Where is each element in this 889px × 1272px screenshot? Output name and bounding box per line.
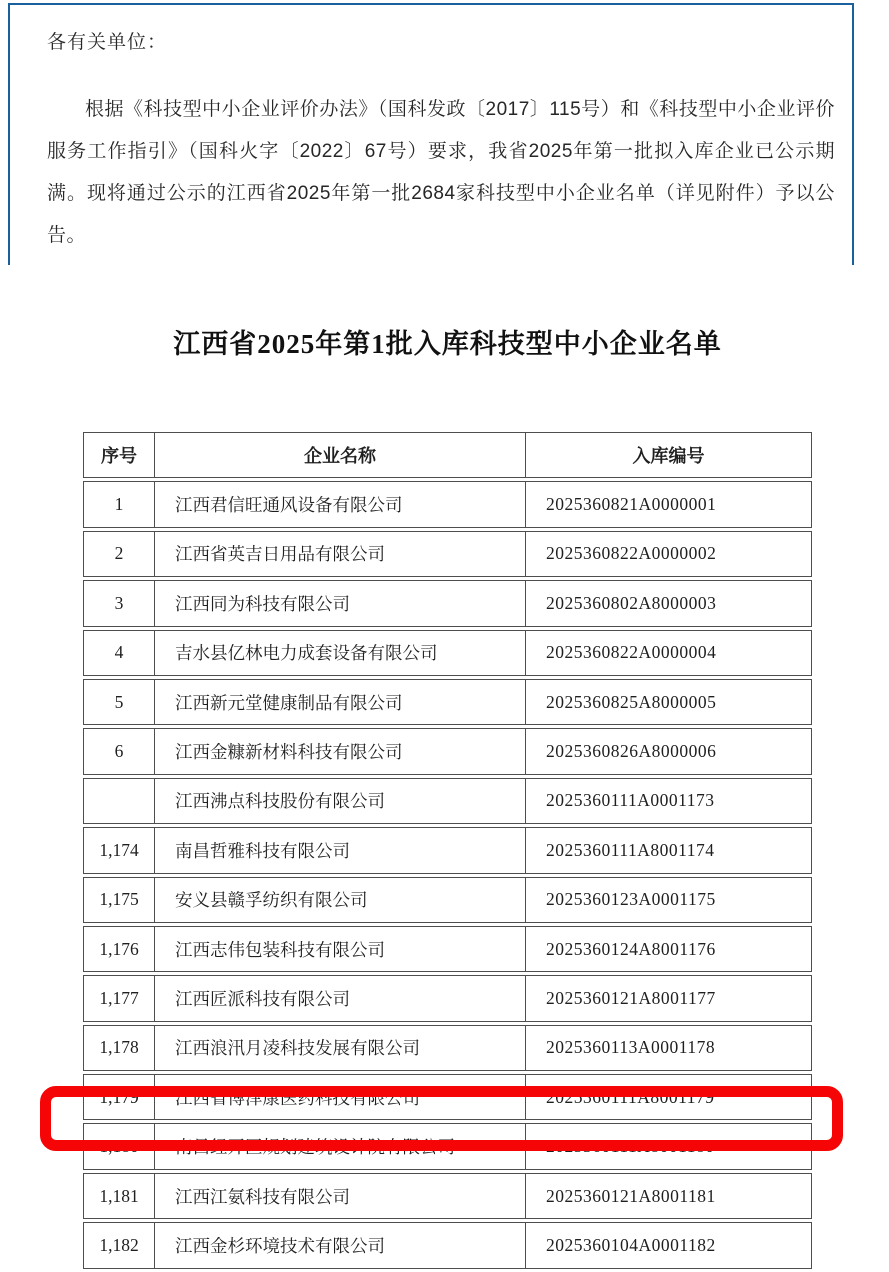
cell-no: 5 — [83, 679, 155, 725]
cell-no: 1,177 — [83, 975, 155, 1021]
cell-no: 1,174 — [83, 827, 155, 873]
cell-name: 安义县赣孚纺织有限公司 — [155, 877, 526, 923]
cell-no: 2 — [83, 531, 155, 577]
cell-code: 2025360111A0001173 — [526, 778, 812, 824]
cell-name: 江西金糠新材料科技有限公司 — [155, 728, 526, 774]
cell-code: 2025360821A0000001 — [526, 481, 812, 527]
notice-salutation: 各有关单位： — [47, 32, 168, 53]
header-cell-name: 企业名称 — [155, 432, 526, 478]
cell-code: 2025360111A8001180 — [526, 1123, 812, 1169]
table-row — [83, 1222, 812, 1268]
cell-code: 2025360121A8001177 — [526, 975, 812, 1021]
cell-no — [83, 778, 155, 824]
cell-code: 2025360826A8000006 — [526, 728, 812, 774]
table-row-highlighted — [83, 1123, 812, 1169]
header-cell-no: 序号 — [83, 432, 155, 478]
cell-no: 1,178 — [83, 1025, 155, 1071]
table-row — [83, 1173, 812, 1219]
table-row — [83, 975, 812, 1021]
cell-code: 2025360802A8000003 — [526, 580, 812, 626]
cell-name: 江西匠派科技有限公司 — [155, 975, 526, 1021]
table-row — [83, 877, 812, 923]
cell-code: 2025360825A8000005 — [526, 679, 812, 725]
cell-name: 南昌哲雅科技有限公司 — [155, 827, 526, 873]
table-row — [83, 481, 812, 527]
table-header-row — [83, 432, 812, 478]
table-row — [83, 630, 812, 676]
table-row — [83, 531, 812, 577]
cell-name: 吉水县亿林电力成套设备有限公司 — [155, 630, 526, 676]
cell-code: 2025360822A0000002 — [526, 531, 812, 577]
table-row — [83, 827, 812, 873]
notice-box — [8, 3, 854, 265]
notice-body: 根据《科技型中小企业评价办法》（国科发政〔2017〕115号）和《科技型中小企业评价服务工作指引》（国科火字〔2022〕67号）要求，我省2025年第一批拟入库企业已公示期满。现将通过公示的江西省2025年第一批2684家科技型中小企业名单（详见附件）予以公告。 — [47, 99, 835, 246]
cell-name: 江西同为科技有限公司 — [155, 580, 526, 626]
cell-no: 1 — [83, 481, 155, 527]
company-table — [83, 429, 812, 1272]
table-row — [83, 679, 812, 725]
cell-no: 6 — [83, 728, 155, 774]
cell-name: 江西新元堂健康制品有限公司 — [155, 679, 526, 725]
cell-name: 江西志伟包装科技有限公司 — [155, 926, 526, 972]
table-row — [83, 926, 812, 972]
header-cell-code: 入库编号 — [526, 432, 812, 478]
cell-no: 1,181 — [83, 1173, 155, 1219]
cell-code: 2025360111A8001179 — [526, 1074, 812, 1120]
table-body — [83, 481, 812, 1268]
cell-name: 江西浪汛月凌科技发展有限公司 — [155, 1025, 526, 1071]
cell-no: 3 — [83, 580, 155, 626]
cell-code: 2025360113A0001178 — [526, 1025, 812, 1071]
cell-code: 2025360104A0001182 — [526, 1222, 812, 1268]
cell-name: 江西沸点科技股份有限公司 — [155, 778, 526, 824]
cell-no: 1,180 — [83, 1123, 155, 1169]
table-row — [83, 778, 812, 824]
cell-name: 江西君信旺通风设备有限公司 — [155, 481, 526, 527]
cell-no: 1,182 — [83, 1222, 155, 1268]
cell-code: 2025360121A8001181 — [526, 1173, 812, 1219]
table-row — [83, 1025, 812, 1071]
page-title: 江西省2025年第1批入库科技型中小企业名单 — [173, 329, 722, 359]
cell-name: 江西省博泽康医药科技有限公司 — [155, 1074, 526, 1120]
cell-code: 2025360822A0000004 — [526, 630, 812, 676]
table-row — [83, 580, 812, 626]
cell-name: 江西省英吉日用品有限公司 — [155, 531, 526, 577]
cell-code: 2025360123A0001175 — [526, 877, 812, 923]
cell-name: 江西金杉环境技术有限公司 — [155, 1222, 526, 1268]
cell-name: 江西江氨科技有限公司 — [155, 1173, 526, 1219]
table-row — [83, 1074, 812, 1120]
cell-name: 南昌经开区规划建筑设计院有限公司 — [155, 1123, 526, 1169]
cell-code: 2025360124A8001176 — [526, 926, 812, 972]
cell-code: 2025360111A8001174 — [526, 827, 812, 873]
cell-no: 1,175 — [83, 877, 155, 923]
cell-no: 1,176 — [83, 926, 155, 972]
cell-no: 4 — [83, 630, 155, 676]
cell-no: 1,179 — [83, 1074, 155, 1120]
table-row — [83, 728, 812, 774]
